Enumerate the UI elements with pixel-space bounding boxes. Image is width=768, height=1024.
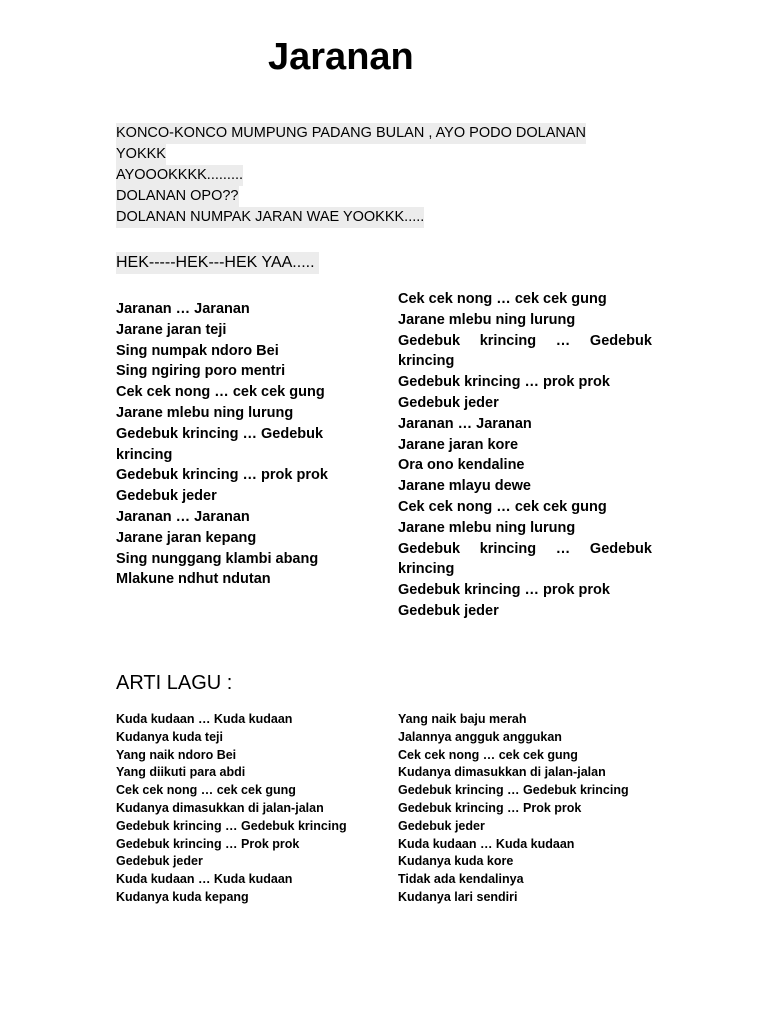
lyric-line <box>398 539 652 560</box>
lyric-line: Mlakune ndhut ndutan <box>116 571 271 588</box>
lyric-line: Jarane jaran kore <box>398 436 519 453</box>
lyric-line: Sing numpak ndoro Bei <box>116 342 279 359</box>
lyric-line: Sing ngiring poro mentri <box>116 363 286 380</box>
lyric-line: Gedebuk krincing … prok prok <box>398 582 610 599</box>
translation-line: Cek cek nong … cek cek gung <box>398 747 578 762</box>
translation-line: Gedebuk krincing … Gedebuk krincing <box>116 818 347 833</box>
intro-line: DOLANAN NUMPAK JARAN WAE YOOKKK..... <box>116 207 424 228</box>
page-title: Jaranan <box>268 36 414 78</box>
translation-line: Kudanya dimasukkan di jalan-jalan <box>116 800 324 815</box>
lyric-line: Jaranan … Jaranan <box>116 508 250 525</box>
translation-line: Yang naik ndoro Bei <box>116 747 237 762</box>
lyric-line: Gedebuk krincing … Gedebuk <box>116 425 324 442</box>
lyric-line: Ora ono kendaline <box>398 457 525 474</box>
lyric-word: Gedebuk <box>398 332 461 349</box>
translation-line: Gedebuk jeder <box>398 818 485 833</box>
lyric-line: Cek cek nong … cek cek gung <box>116 384 325 401</box>
lyric-line: Cek cek nong … cek cek gung <box>398 498 607 515</box>
lyric-line: Cek cek nong … cek cek gung <box>398 291 607 307</box>
lyric-line: krincing <box>398 561 455 578</box>
lyric-word: … <box>555 540 571 557</box>
lyric-line: Jarane jaran kepang <box>116 529 257 546</box>
lyric-line: Sing nunggang klambi abang <box>116 550 319 567</box>
translation-line: Kudanya kuda teji <box>116 729 223 744</box>
lyric-line: Gedebuk jeder <box>398 602 499 619</box>
translation-line: Jalannya angguk anggukan <box>398 729 562 744</box>
translation-line: Yang naik baju merah <box>398 712 527 726</box>
translation-left-column <box>116 711 347 907</box>
lyrics-right-column <box>398 289 652 622</box>
lyric-word: … <box>555 332 571 349</box>
lyric-line <box>398 331 652 352</box>
translation-line: Gedebuk krincing … Gedebuk krincing <box>398 783 629 798</box>
lyric-line: krincing <box>116 446 173 463</box>
translation-line: Kuda kudaan … Kuda kudaan <box>398 836 575 851</box>
translation-line: Kudanya kuda kore <box>398 854 514 869</box>
lyrics-left-column <box>116 299 328 590</box>
lyric-line: Jarane mlebu ning lurung <box>116 404 294 421</box>
translation-line: Kudanya lari sendiri <box>398 889 518 904</box>
translation-line: Kudanya dimasukkan di jalan-jalan <box>398 765 606 780</box>
intro-block <box>116 123 636 228</box>
translation-line: Gedebuk jeder <box>116 854 203 869</box>
translation-line: Gedebuk krincing … Prok prok <box>116 836 300 851</box>
intro-line: KONCO-KONCO MUMPUNG PADANG BULAN , AYO PODO DOLANAN <box>116 123 586 144</box>
lyric-word: Gedebuk <box>398 540 461 557</box>
translation-line: Kuda kudaan … Kuda kudaan <box>116 712 293 726</box>
lyric-line: Jaranan … Jaranan <box>116 301 250 317</box>
translation-right-column <box>398 711 629 907</box>
lyric-word: Gedebuk <box>589 540 652 557</box>
lyric-line: Gedebuk krincing … prok prok <box>116 467 328 484</box>
intro-line: DOLANAN OPO?? <box>116 186 239 207</box>
lyric-line: Jarane mlebu ning lurung <box>398 311 576 328</box>
translation-line: Kudanya kuda kepang <box>116 889 249 904</box>
lyric-line: krincing <box>398 353 455 370</box>
translation-line: Cek cek nong … cek cek gung <box>116 783 296 798</box>
lyric-line: Jarane mlebu ning lurung <box>398 519 576 536</box>
lyric-line: Jaranan … Jaranan <box>398 415 532 432</box>
translation-line: Kuda kudaan … Kuda kudaan <box>116 872 293 887</box>
translation-line: Tidak ada kendalinya <box>398 872 524 887</box>
arti-lagu-heading: ARTI LAGU : <box>116 672 233 694</box>
lyric-word: Gedebuk <box>589 332 652 349</box>
translation-line: Yang diikuti para abdi <box>116 765 246 780</box>
lyric-line: Gedebuk jeder <box>398 394 499 411</box>
hek-line: HEK-----HEK---HEK YAA..... <box>116 252 319 274</box>
translation-line: Gedebuk krincing … Prok prok <box>398 800 582 815</box>
lyric-line: Jarane jaran teji <box>116 321 227 338</box>
lyric-word: krincing <box>479 332 537 349</box>
lyric-word: krincing <box>479 540 537 557</box>
intro-line: YOKKK <box>116 144 166 165</box>
intro-line: AYOOOKKKK......... <box>116 165 243 186</box>
lyric-line: Gedebuk jeder <box>116 488 217 505</box>
lyric-line: Jarane mlayu dewe <box>398 478 531 495</box>
lyric-line: Gedebuk krincing … prok prok <box>398 374 610 391</box>
